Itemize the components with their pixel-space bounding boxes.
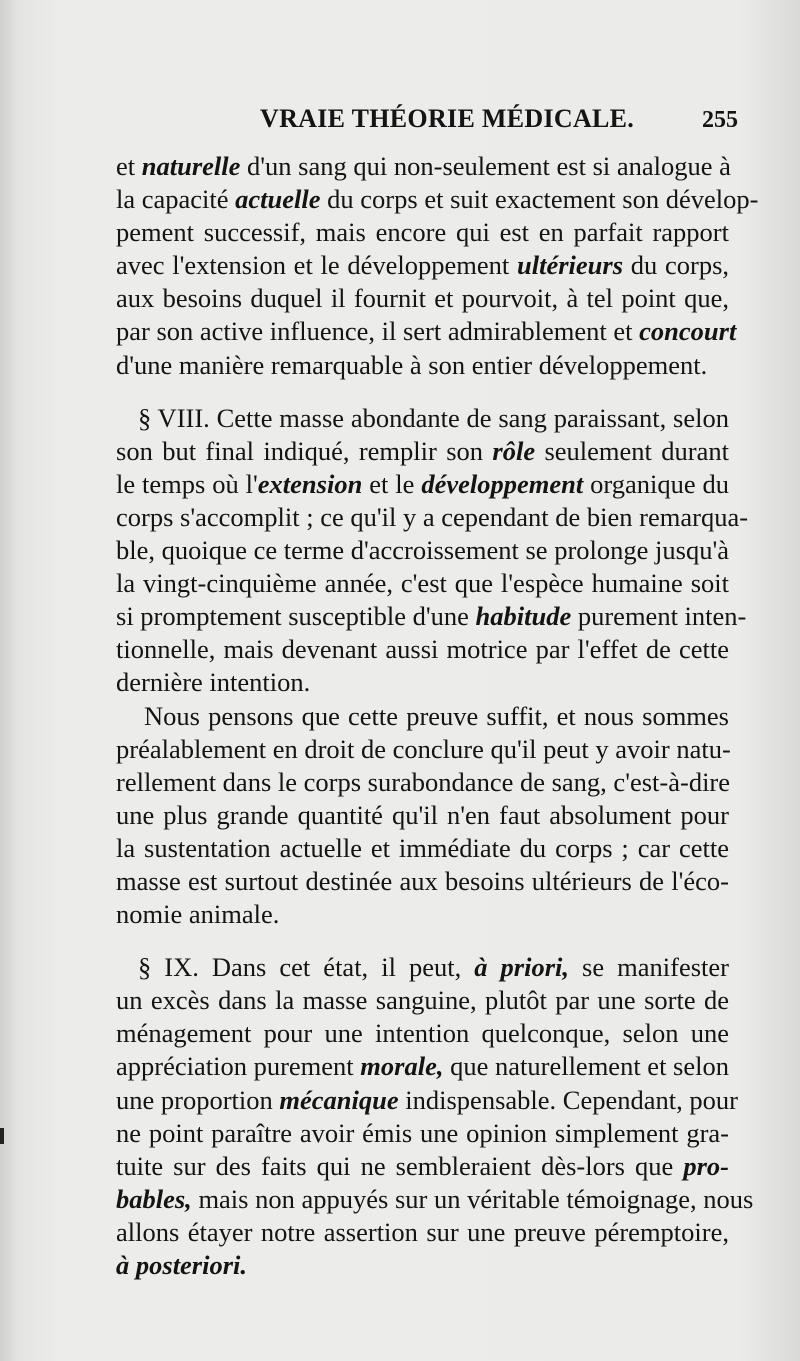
text-line: ble, quoique ce terme d'accroissement se prolonge jusqu'à xyxy=(116,535,729,566)
italic-term: habitude xyxy=(475,601,572,632)
text-line: aux besoins duquel il fournit et pourvoit, à tel point que, xyxy=(116,283,729,314)
text-line: la capacité actuelle du corps et suit exactement son dévelop- xyxy=(116,184,759,215)
italic-term: développement xyxy=(421,468,584,499)
italic-term: rôle xyxy=(492,435,536,466)
text-line: si promptement susceptible d'une habitude purement inten- xyxy=(116,601,747,632)
italic-term: morale, xyxy=(360,1051,444,1082)
text-line: tionnelle, mais devenant aussi motrice par l'effet de cette xyxy=(116,634,729,665)
text-line: masse est surtout destinée aux besoins ultérieurs de l'éco- xyxy=(116,865,729,896)
italic-term: concourt xyxy=(639,316,737,347)
running-head xyxy=(118,104,738,138)
text-line: une proportion mécanique indispensable. Cependant, pour xyxy=(116,1084,738,1115)
italic-term: mécanique xyxy=(279,1084,399,1115)
text-line: une plus grande quantité qu'il n'en faut absolument pour xyxy=(116,799,729,830)
italic-term: actuelle xyxy=(235,184,321,215)
text-line: avec l'extension et le développement ultérieurs du corps, xyxy=(116,250,730,281)
italic-term: bables, xyxy=(116,1183,192,1214)
text-line: ménagement pour une intention quelconque, selon une xyxy=(116,1018,729,1049)
body-text xyxy=(116,150,759,1282)
section-heading-line: § VIII. Cette masse abondante de sang paraissant, selon xyxy=(138,402,729,433)
text-line: la vingt-cinquième année, c'est que l'espèce humaine soit xyxy=(116,568,729,599)
text-line: rellement dans le corps surabondance de sang, c'est-à-dire xyxy=(116,766,731,797)
italic-term: à priori, xyxy=(474,952,570,983)
text-line: la sustentation actuelle et immédiate du corps ; car cette xyxy=(116,832,729,863)
text-line: un excès dans la masse sanguine, plutôt par une sorte de xyxy=(116,985,729,1016)
text-line: son but final indiqué, remplir son rôle seulement durant xyxy=(116,435,729,466)
text-line: allons étayer notre assertion sur une preuve péremptoire, xyxy=(116,1216,729,1247)
text-line: corps s'accomplit ; ce qu'il y a cependant de bien remarqua- xyxy=(116,501,749,532)
page-number: 255 xyxy=(702,107,738,133)
italic-term: extension xyxy=(257,468,363,499)
paragraph-4 xyxy=(116,951,754,1282)
text-line: nomie animale. xyxy=(116,899,280,930)
paragraph-2 xyxy=(116,402,749,700)
section-heading-line: § IX. Dans cet état, il peut, à priori, se manifester xyxy=(138,952,729,983)
text-line: ne point paraître avoir émis une opinion simplement gra- xyxy=(116,1117,729,1148)
paragraph-1 xyxy=(116,150,759,382)
text-line: appréciation purement morale, que naturellement et selon xyxy=(116,1051,729,1082)
running-title: VRAIE THÉORIE MÉDICALE. xyxy=(260,104,635,133)
scan-edge-mark xyxy=(0,1128,4,1144)
italic-term: à posteriori. xyxy=(116,1250,248,1280)
paragraph-3 xyxy=(116,700,729,932)
text-line: par son active influence, il sert admirablement et concourt xyxy=(116,316,737,347)
text-line: bables, mais non appuyés sur un véritable témoignage, nous xyxy=(116,1183,754,1214)
text-line: d'une manière remarquable à son entier développement. xyxy=(116,349,708,380)
italic-term: naturelle xyxy=(141,151,241,181)
italic-term: ultérieurs xyxy=(517,250,624,281)
text-line: pement successif, mais encore qui est en parfait rapport xyxy=(116,217,729,248)
italic-term: pro- xyxy=(683,1150,729,1181)
text-line: tuite sur des faits qui ne sembleraient dès-lors que pro- xyxy=(116,1150,729,1181)
text-line: préalablement en droit de conclure qu'il peut y avoir natu- xyxy=(116,733,731,764)
text-line: dernière intention. xyxy=(116,667,311,698)
text-line: et naturelle d'un sang qui non-seulement est si analogue à xyxy=(116,151,731,181)
text-line: Nous pensons que cette preuve suffit, et nous sommes xyxy=(144,700,729,731)
text-line xyxy=(116,1249,729,1282)
text-line: le temps où l'extension et le développement organique du xyxy=(116,468,730,499)
